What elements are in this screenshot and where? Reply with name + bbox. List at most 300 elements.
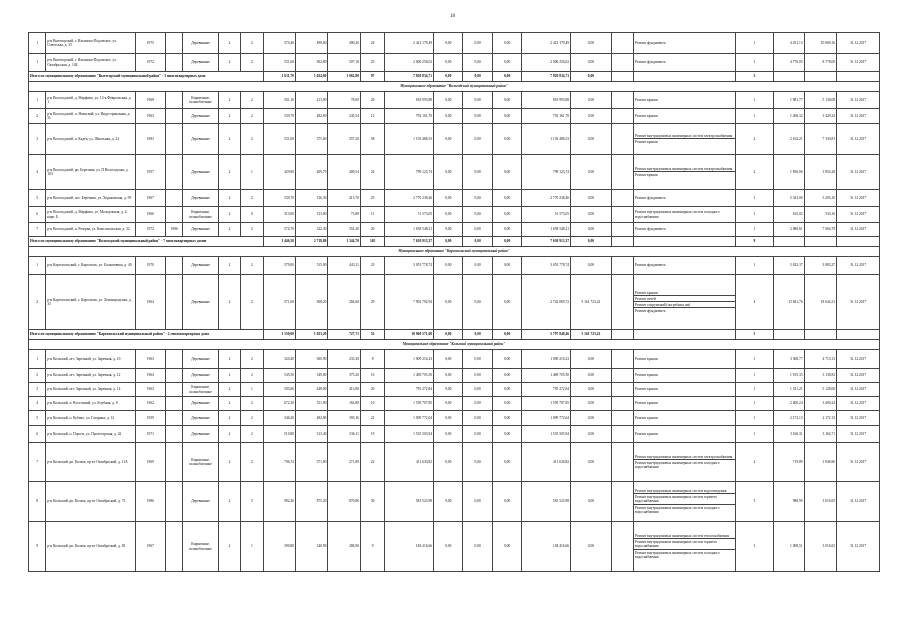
work-count-cell: 3	[735, 482, 774, 522]
spacer-cell	[611, 397, 633, 411]
row-number: 3	[29, 124, 46, 155]
year-built-cell: 1964	[135, 369, 165, 383]
residents-sum: 165	[360, 237, 384, 247]
total-area-cell: 531,60	[263, 54, 295, 72]
entrances-cell: 1	[241, 383, 263, 397]
work-types-cell	[634, 92, 736, 109]
entrances-cell: 2	[241, 411, 263, 426]
residents-cell: 58	[360, 124, 384, 155]
year-renovated-cell	[166, 383, 183, 397]
year-built-cell: 1967	[135, 190, 165, 207]
total-cost-cell: 818 993,88	[385, 92, 434, 109]
regional-cost-cell: 0,00	[463, 155, 492, 190]
cost-limit-cell: 7 064,79	[804, 223, 836, 237]
owners-cost-cell: 2 770 238,46	[522, 190, 571, 207]
total-area-sum: 1 611,70	[263, 72, 295, 82]
total-label: Итого по муниципальному образованию "Вологодский муниципальный район" - 7 многоквартирных домов	[29, 237, 264, 247]
address-cell: р-н Кольский, п. Кубено, ул. Гагарина, д. 12	[46, 411, 135, 426]
private-area-cell: 73,80	[328, 207, 360, 223]
floors-cell: 2	[218, 223, 240, 237]
table-row	[29, 124, 880, 155]
year-built-cell: 1962	[135, 397, 165, 411]
address-cell: р-н Кольский, рп. Кольча, пр-кт Октябрьский, д. 73	[46, 482, 135, 522]
address-cell: р-н Вологодский, д. Марфино, ул. 12-я Февральская, д. 1	[46, 92, 135, 109]
living-area-sum: 1 024,60	[295, 72, 327, 82]
address-cell: р-н Вологодский, д. Марфино, ул. Молодежная, д. 2, корп. Б	[46, 207, 135, 223]
row-number: 1	[29, 54, 46, 72]
owners-cost-cell: 799 123,74	[522, 155, 571, 190]
municipal-cost-cell: 0,00	[492, 124, 521, 155]
work-type: Ремонт крыши	[635, 373, 658, 378]
wall-material-cell: Деревянные	[183, 190, 219, 207]
municipal-cost-cell: 0,00	[492, 155, 521, 190]
entrances-cell: 2	[241, 275, 263, 330]
total-cost-cell: 1 103 486,53	[385, 124, 434, 155]
row-number: 6	[29, 426, 46, 443]
work-count-cell: 1	[735, 350, 774, 369]
owners-cost-cell: 1 658 548,21	[522, 223, 571, 237]
row-number: 2	[29, 369, 46, 383]
total-cost-cell: 184 416,66	[385, 522, 434, 572]
floors-cell: 2	[218, 522, 240, 572]
specific-cost-cell: 1 521,21	[774, 383, 804, 397]
total-cost-cell: 799 123,74	[385, 155, 434, 190]
work-types-cell	[634, 190, 736, 207]
work-types-cell	[634, 54, 736, 72]
total-area-cell: 672,30	[263, 397, 295, 411]
regional-cost-sum: 0,00	[463, 237, 492, 247]
residents-cell: 9	[360, 522, 384, 572]
total-area-sum: 1 150,00	[263, 330, 295, 340]
private-area-cell: 409,54	[328, 155, 360, 190]
specific-cost-cell: 1 881,77	[774, 92, 804, 109]
cost-limit-cell: 3 164,71	[804, 426, 836, 443]
year-renovated-cell	[166, 54, 183, 72]
wall-material-cell: Деревянные	[183, 369, 219, 383]
year-renovated-cell	[166, 411, 183, 426]
row-number: 3	[29, 383, 46, 397]
spacer-cell	[611, 411, 633, 426]
regional-cost-sum: 0,00	[463, 72, 492, 82]
wall-material-cell: Деревянные	[183, 411, 219, 426]
cost-limit-cell: 5 128,00	[804, 383, 836, 397]
owners-cost-cell: 581 523,98	[522, 482, 571, 522]
municipal-cost-cell: 0,00	[492, 522, 521, 572]
entrances-cell: 2	[241, 33, 263, 54]
deadline-cell: 31.12.2017	[837, 383, 880, 397]
other-cost-cell: 5 161 723,22	[571, 275, 612, 330]
year-built-cell: 1970	[135, 257, 165, 275]
cost-limit-cell: 3 400,24	[804, 397, 836, 411]
total-area-cell: 346,20	[263, 411, 295, 426]
entrances-cell: 2	[241, 426, 263, 443]
living-area-cell: 508,20	[295, 275, 327, 330]
year-built-cell: 1972	[135, 54, 165, 72]
total-area-cell: 501,10	[263, 92, 295, 109]
work-count-cell: 1	[735, 33, 774, 54]
specific-cost-cell: 3 166,31	[774, 426, 804, 443]
work-type: Ремонт фундамента	[635, 60, 666, 65]
wall-material-cell: Деревянные	[183, 397, 219, 411]
table-row	[29, 443, 880, 482]
floors-cell: 2	[218, 443, 240, 482]
living-area-cell: 875,20	[295, 482, 327, 522]
row-number: 1	[29, 92, 46, 109]
specific-cost-cell: 4 251,13	[774, 33, 804, 54]
work-types-cell	[634, 482, 736, 522]
other-cost-cell: 0,00	[571, 426, 612, 443]
cost-limit-cell: 5 138,08	[804, 92, 836, 109]
work-count-cell: 1	[735, 411, 774, 426]
work-type: Ремонт внутридомовых инженерных систем холодного водоснабжения	[634, 549, 735, 559]
year-built-cell: 1975	[135, 33, 165, 54]
work-type: Ремонт крыши	[635, 431, 658, 436]
other-cost-sum: 5 161 723,22	[571, 330, 612, 340]
address-cell: р-н Вологодский, п. Ясинский, ул. Индустриальная, д. 31	[46, 109, 135, 124]
living-area-cell: 482,60	[295, 109, 327, 124]
living-area-sum: 2 718,80	[295, 237, 327, 247]
entrances-cell: 2	[241, 190, 263, 207]
private-area-sum: 1 344,70	[328, 237, 360, 247]
spacer-cell	[611, 207, 633, 223]
page-number: 18	[450, 14, 455, 19]
floors-cell: 2	[218, 155, 240, 190]
spacer-cell	[611, 426, 633, 443]
wall-material-cell: Деревянные	[183, 124, 219, 155]
total-area-sum: 3 446,50	[263, 237, 295, 247]
cost-limit-sum	[804, 72, 836, 82]
total-area-cell: 982,26	[263, 482, 295, 522]
work-type: Ремонт внутридомовых инженерных систем теплоснабжения	[635, 534, 730, 539]
regional-cost-cell: 0,00	[463, 369, 492, 383]
floors-cell: 2	[218, 426, 240, 443]
floors-cell: 2	[218, 190, 240, 207]
residents-cell: 22	[360, 443, 384, 482]
year-renovated-cell	[166, 190, 183, 207]
specific-cost-cell: 165,02	[774, 207, 804, 223]
living-area-cell: 448,00	[295, 383, 327, 397]
housing-register-table	[28, 32, 880, 572]
owners-cost-cell: 2 006 256,02	[522, 54, 571, 72]
specific-cost-sum	[774, 237, 804, 247]
municipality-section-row	[29, 247, 880, 257]
deadline-sum	[837, 330, 880, 340]
municipal-cost-cell: 0,00	[492, 411, 521, 426]
fund-cost-sum: 0,00	[434, 330, 463, 340]
owners-cost-cell: 184 416,66	[522, 522, 571, 572]
table-row	[29, 207, 880, 223]
cost-limit-cell: 2 172,13	[804, 411, 836, 426]
living-area-cell: 482,90	[295, 411, 327, 426]
residents-cell: 23	[360, 257, 384, 275]
work-count-sum: 3	[735, 72, 774, 82]
deadline-cell: 31.12.2017	[837, 109, 880, 124]
living-area-cell: 300,90	[295, 350, 327, 369]
fund-cost-cell: 0,00	[434, 257, 463, 275]
wall-material-cell: Кирпичные, шлакоблочные	[183, 92, 219, 109]
other-cost-cell: 0,00	[571, 411, 612, 426]
year-renovated-cell	[166, 92, 183, 109]
other-cost-cell: 0,00	[571, 522, 612, 572]
work-count-cell: 2	[735, 155, 774, 190]
spacer-cell	[611, 124, 633, 155]
specific-cost-cell: 1 856,06	[774, 155, 804, 190]
year-renovated-cell	[166, 443, 183, 482]
municipal-cost-cell: 0,00	[492, 443, 521, 482]
living-area-cell: 349,00	[295, 369, 327, 383]
year-renovated-cell	[166, 109, 183, 124]
table-row	[29, 369, 880, 383]
regional-cost-cell: 0,00	[463, 350, 492, 369]
residents-cell: 20	[360, 383, 384, 397]
work-type: Ремонт крыши	[635, 97, 658, 102]
fund-cost-cell: 0,00	[434, 411, 463, 426]
municipal-cost-cell: 0,00	[492, 92, 521, 109]
table-row	[29, 411, 880, 426]
specific-cost-cell: 2 400,24	[774, 397, 804, 411]
cost-limit-cell: 3 883,37	[804, 257, 836, 275]
work-type: Ремонт внутридомовых инженерных систем горячего водоснабжения	[634, 493, 735, 503]
row-number: 9	[29, 522, 46, 572]
total-cost-cell: 1 535 503,94	[385, 426, 434, 443]
owners-cost-cell: 1 103 486,53	[522, 124, 571, 155]
fund-cost-cell: 0,00	[434, 190, 463, 207]
deadline-sum	[837, 72, 880, 82]
wall-material-cell: Деревянные	[183, 33, 219, 54]
row-number: 1	[29, 33, 46, 54]
total-area-cell: 539,70	[263, 109, 295, 124]
owners-cost-cell: 795 272,84	[522, 383, 571, 397]
fund-cost-cell: 0,00	[434, 522, 463, 572]
entrances-cell: 2	[241, 350, 263, 369]
wall-material-cell: Деревянные	[183, 155, 219, 190]
table-row	[29, 190, 880, 207]
residents-cell: 26	[360, 92, 384, 109]
table-row	[29, 397, 880, 411]
fund-cost-cell: 0,00	[434, 92, 463, 109]
year-built-cell: 1968	[135, 92, 165, 109]
spacer-cell	[611, 54, 633, 72]
private-area-cell: 443,11	[328, 257, 360, 275]
work-types-cell	[634, 124, 736, 155]
total-label: Итого по муниципальному образованию "Каргопольский муниципальный район" - 2 многоквартирных дома	[29, 330, 264, 340]
total-cost-cell: 792 161,70	[385, 109, 434, 124]
deadline-cell: 31.12.2017	[837, 207, 880, 223]
table-row	[29, 482, 880, 522]
floors-cell: 2	[218, 482, 240, 522]
table-row	[29, 33, 880, 54]
year-renovated-cell	[166, 397, 183, 411]
total-area-cell: 313,00	[263, 207, 295, 223]
entrances-cell: 3	[241, 482, 263, 522]
living-area-sum: 1 023,20	[295, 330, 327, 340]
deadline-cell: 31.12.2017	[837, 33, 880, 54]
total-cost-cell: 1 658 548,21	[385, 223, 434, 237]
work-type: Ремонт внутридомовых инженерных систем горячего водоснабжения	[634, 538, 735, 548]
wall-material-cell: Кирпичные, шлакоблочные	[183, 443, 219, 482]
municipal-cost-cell: 0,00	[492, 383, 521, 397]
spacer-cell	[611, 482, 633, 522]
address-cell: р-н Вологодский, рп. Березник, ул. П Вологодская, д. 103	[46, 155, 135, 190]
cost-limit-sum	[804, 330, 836, 340]
year-renovated-cell	[166, 257, 183, 275]
regional-cost-cell: 0,00	[463, 207, 492, 223]
residents-cell: 8	[360, 350, 384, 369]
private-area-cell: 286,90	[328, 522, 360, 572]
other-cost-cell: 0,00	[571, 223, 612, 237]
other-cost-sum: 0,00	[571, 237, 612, 247]
cost-limit-cell: 3 016,65	[804, 522, 836, 572]
row-number: 8	[29, 482, 46, 522]
work-types-sum	[634, 237, 736, 247]
table-row	[29, 92, 880, 109]
owners-cost-cell: 51 573,05	[522, 207, 571, 223]
spacer-cell	[611, 223, 633, 237]
row-number: 1	[29, 350, 46, 369]
regional-cost-cell: 0,00	[463, 190, 492, 207]
deadline-cell: 31.12.2017	[837, 482, 880, 522]
wall-material-cell: Деревянные	[183, 275, 219, 330]
spacer-cell	[611, 383, 633, 397]
deadline-cell: 31.12.2017	[837, 190, 880, 207]
municipal-cost-sum: 0,00	[492, 237, 521, 247]
year-renovated-cell	[166, 124, 183, 155]
entrances-cell: 2	[241, 443, 263, 482]
fund-cost-cell: 0,00	[434, 350, 463, 369]
spacer-cell	[611, 109, 633, 124]
private-area-cell: 352,20	[328, 223, 360, 237]
other-cost-cell: 0,00	[571, 109, 612, 124]
year-renovated-cell	[166, 426, 183, 443]
deadline-sum	[837, 237, 880, 247]
municipal-cost-cell: 0,00	[492, 397, 521, 411]
owners-cost-cell: 411 630,82	[522, 443, 571, 482]
work-count-cell: 1	[735, 257, 774, 275]
work-count-cell: 1	[735, 383, 774, 397]
total-area-cell: 539,70	[263, 190, 295, 207]
entrances-cell: 2	[241, 92, 263, 109]
year-built-cell: 1969	[135, 443, 165, 482]
table-row	[29, 54, 880, 72]
regional-cost-cell: 0,00	[463, 124, 492, 155]
year-built-cell: 1986	[135, 482, 165, 522]
work-types-cell	[634, 155, 736, 190]
regional-cost-cell: 0,00	[463, 109, 492, 124]
spacer-cell	[611, 522, 633, 572]
wall-material-cell: Деревянные	[183, 257, 219, 275]
work-type: Ремонт крыши	[635, 290, 658, 295]
total-cost-cell: 2 770 238,46	[385, 190, 434, 207]
work-type: Ремонт внутридомовых инженерных систем электроснабжения	[635, 133, 733, 138]
cost-limit-cell: 18 644,31	[804, 275, 836, 330]
living-area-cell: 409,70	[295, 155, 327, 190]
residents-cell: 11	[360, 207, 384, 223]
specific-cost-cell: 2 172,13	[774, 411, 804, 426]
fund-cost-cell: 0,00	[434, 383, 463, 397]
year-built-cell: 1957	[135, 155, 165, 190]
private-area-cell: 284,60	[328, 275, 360, 330]
total-area-cell: 510,80	[263, 426, 295, 443]
total-cost-cell: 3 053 778,74	[385, 257, 434, 275]
residents-cell: 29	[360, 275, 384, 330]
residents-sum: 97	[360, 72, 384, 82]
row-number: 7	[29, 443, 46, 482]
wall-material-cell: Деревянные	[183, 482, 219, 522]
work-type: Ремонт фундамента	[634, 307, 735, 313]
private-area-cell: 245,54	[328, 109, 360, 124]
total-label: Итого по муниципальному образованию "Вытегорский муниципальный район" - 3 многоквартирных дома	[29, 72, 264, 82]
private-area-cell: 870,86	[328, 482, 360, 522]
living-area-cell: 502,80	[295, 54, 327, 72]
year-built-cell: 1963	[135, 350, 165, 369]
deadline-cell: 31.12.2017	[837, 275, 880, 330]
municipal-cost-cell: 0,00	[492, 109, 521, 124]
residents-cell: 16	[360, 369, 384, 383]
work-type: Ремонт фундамента	[635, 195, 666, 200]
other-cost-cell: 0,00	[571, 92, 612, 109]
row-number: 4	[29, 397, 46, 411]
spacer-cell	[611, 369, 633, 383]
work-types-cell	[634, 109, 736, 124]
specific-cost-sum	[774, 72, 804, 82]
work-type: Ремонт крыши	[635, 113, 658, 118]
year-renovated-cell	[166, 369, 183, 383]
table-row	[29, 223, 880, 237]
fund-cost-cell: 0,00	[434, 124, 463, 155]
specific-cost-sum	[774, 330, 804, 340]
municipal-cost-cell: 0,00	[492, 426, 521, 443]
work-count-cell: 1	[735, 54, 774, 72]
total-area-cell: 706,74	[263, 443, 295, 482]
work-types-cell	[634, 223, 736, 237]
work-type: Ремонт печей	[634, 295, 735, 301]
specific-cost-cell: 1 915,35	[774, 369, 804, 383]
entrances-cell: 2	[241, 257, 263, 275]
municipality-section-title: Муниципальное образование "Вологодский муниципальный район"	[29, 82, 880, 92]
work-types-sum	[634, 72, 736, 82]
private-area-cell: 336,11	[328, 426, 360, 443]
owners-cost-cell: 818 993,88	[522, 92, 571, 109]
table-row	[29, 350, 880, 369]
deadline-cell: 31.12.2017	[837, 92, 880, 109]
entrances-cell: 2	[241, 54, 263, 72]
wall-material-cell: Деревянные	[183, 109, 219, 124]
residents-cell: 20	[360, 223, 384, 237]
row-number: 1	[29, 257, 46, 275]
cost-limit-cell: 7 330,81	[804, 124, 836, 155]
spacer-cell	[611, 350, 633, 369]
cost-limit-cell: 3 138,83	[804, 369, 836, 383]
table-row	[29, 257, 880, 275]
private-area-cell: 413,70	[328, 190, 360, 207]
private-area-cell: 233,30	[328, 350, 360, 369]
work-type: Ремонт внутридомовых инженерных систем холодного водоснабжения	[634, 504, 735, 514]
table-row	[29, 522, 880, 572]
fund-cost-cell: 0,00	[434, 443, 463, 482]
regional-cost-cell: 0,00	[463, 443, 492, 482]
work-types-cell	[634, 426, 736, 443]
regional-cost-cell: 0,00	[463, 482, 492, 522]
other-cost-cell: 0,00	[571, 257, 612, 275]
municipal-cost-cell: 0,00	[492, 369, 521, 383]
municipal-cost-cell: 0,00	[492, 33, 521, 54]
year-renovated-cell: 1986	[166, 223, 183, 237]
municipal-cost-cell: 0,00	[492, 54, 521, 72]
address-cell: р-н Кольский, пгт. Заречный, ул. Заречная, д. 12	[46, 369, 135, 383]
wall-material-cell: Кирпичные, шлакоблочные	[183, 522, 219, 572]
living-area-cell: 316,30	[295, 190, 327, 207]
owners-cost-cell: 1 099 772,64	[522, 411, 571, 426]
